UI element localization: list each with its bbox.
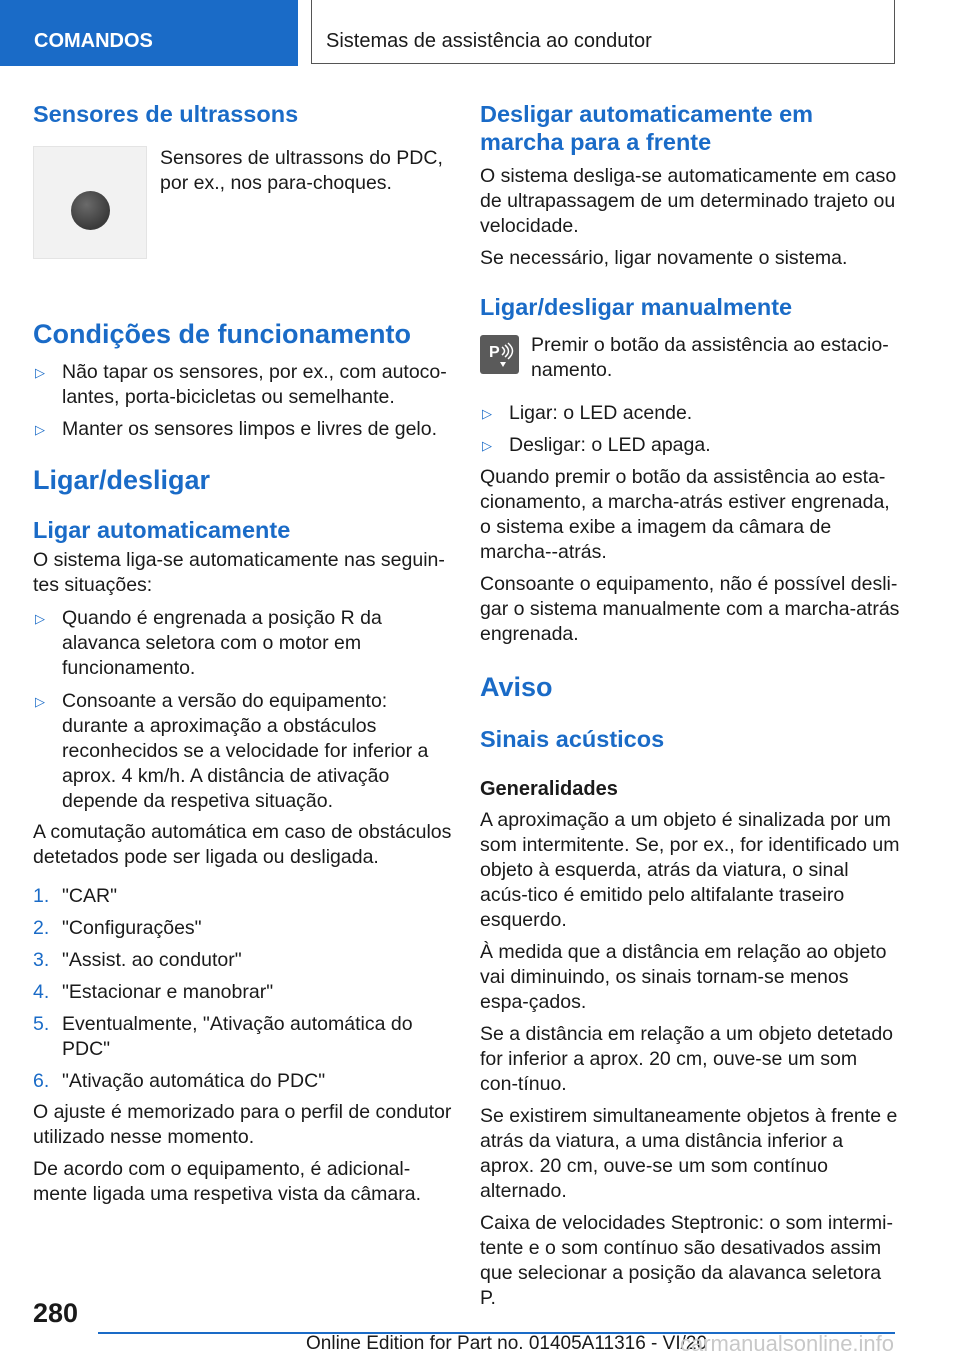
parking-assist-button-icon — [480, 335, 519, 374]
heading-acoustic: Sinais acústicos — [480, 726, 665, 752]
auto-off-paragraph: O sistema desliga-se automaticamente em caso de ultrapassagem de um determinado trajeto ou velocidade. — [480, 165, 897, 237]
list-item: ▷ Manter os sensores limpos e livres de gelo. — [35, 418, 438, 440]
step-item: 5. Eventualmente, "Ativação automática do PDC" — [33, 1013, 413, 1060]
step-item: 3. "Assist. ao condutor" — [33, 949, 242, 971]
step-item: 2. "Configurações" — [33, 917, 202, 939]
pdc-button-row — [480, 335, 900, 401]
triangle-marker-icon: ▷ — [35, 694, 45, 709]
auto-intro: O sistema liga-se automaticamente nas seguin-tes situações: — [33, 549, 445, 596]
auto-list — [33, 606, 453, 814]
heading-auto-off: Desligar automaticamente em marcha para a frente — [480, 101, 814, 155]
acoustic-paragraph: A aproximação a um objeto é sinalizada por um som intermitente. Se, por ex., for identificado um objeto à esquerda, atrás da viatura, o sinal acús-tico é emitido pelo altifalante traseiro esquerdo. — [480, 809, 900, 931]
section-tab: COMANDOS — [0, 0, 298, 66]
watermark: carmanualsonline.info — [680, 1331, 895, 1356]
page-header — [0, 0, 960, 66]
acoustic-paragraph: Caixa de velocidades Steptronic: o som intermi-tente e o som contínuo são desativados assim que selecionar a posição da alavanca seletora P. — [480, 1212, 893, 1309]
heading-auto-on: Ligar automaticamente — [33, 517, 291, 543]
sensor-image — [33, 146, 147, 259]
triangle-marker-icon: ▷ — [35, 365, 45, 380]
page-number: 280 — [33, 1298, 79, 1328]
triangle-marker-icon: ▷ — [35, 611, 45, 626]
auto-off-note: Se necessário, ligar novamente o sistema. — [480, 247, 848, 269]
list-item: ▷ Desligar: o LED apaga. — [482, 434, 711, 456]
step-item: 1. "CAR" — [33, 885, 118, 907]
heading-general: Generalidades — [480, 778, 618, 800]
triangle-marker-icon: ▷ — [482, 406, 492, 421]
triangle-marker-icon: ▷ — [482, 438, 492, 453]
heading-onoff: Ligar/desligar — [33, 465, 211, 495]
sensor-caption: Sensores de ultrassons do PDC, por ex., nos para-choques. — [160, 147, 443, 194]
manual-paragraph-2: Consoante o equipamento, não é possível desli-gar o sistema manualmente com a marcha-atrás engrenada. — [480, 573, 900, 645]
list-item: ▷ Não tapar os sensores, por ex., com autoco-lantes, porta-bicicletas ou semelhante. — [35, 361, 447, 408]
heading-warning: Aviso — [480, 672, 553, 702]
acoustic-paragraph: À medida que a distância em relação ao objeto vai diminuindo, os sinais tornam-se menos espa-çados. — [480, 941, 887, 1013]
svg-text:P: P — [489, 344, 500, 361]
step-item: 4. "Estacionar e manobrar" — [33, 981, 274, 1003]
acoustic-paragraph: Se a distância em relação a um objeto detetado for inferior a aprox. 20 cm, ouve-se um som con-tínuo. — [480, 1023, 894, 1095]
list-item: ▷ Quando é engrenada a posição R da alavanca seletora com o motor em funcionamento. — [35, 607, 382, 679]
memo-paragraph: O ajuste é memorizado para o perfil de condutor utilizado nesse momento. — [33, 1101, 452, 1148]
list-item: ▷ Consoante a versão do equipamento: durante a aproximação a obstáculos reconhecidos se a velocidade for inferior a aprox. 4 km/h. A distância de ativação depende da respetiva situação. — [35, 690, 429, 812]
sensor-figure-row — [33, 128, 453, 288]
manual-paragraph-1: Quando premir o botão da assistência ao esta-cionamento, a marcha-atrás estiver engrenada, o sistema exibe a imagem da câmara de marcha--atrás. — [480, 466, 890, 563]
sensor-icon — [71, 191, 110, 230]
step-item: 6. "Ativação automática do PDC" — [33, 1070, 326, 1092]
conditions-list — [33, 360, 453, 442]
list-item: ▷ Ligar: o LED acende. — [482, 402, 693, 424]
footer-edition: Online Edition for Part no. 01405A11316 - VI/20 — [306, 1333, 708, 1354]
left-column — [33, 100, 453, 1207]
heading-manual: Ligar/desligar manualmente — [480, 294, 793, 320]
pdc-button-caption: Premir o botão da assistência ao estacio-namento. — [531, 334, 889, 381]
triangle-marker-icon: ▷ — [35, 422, 45, 437]
manual-list — [480, 401, 900, 458]
camera-paragraph: De acordo com o equipamento, é adicional-mente ligada uma respetiva vista da câmara. — [33, 1158, 422, 1205]
auto-paragraph: A comutação automática em caso de obstáculos detetados pode ser ligada ou desligada. — [33, 821, 452, 868]
heading-conditions: Condições de funcionamento — [33, 319, 412, 349]
right-column — [480, 100, 900, 1311]
heading-sensors: Sensores de ultrassons — [33, 101, 299, 127]
steps-list — [33, 884, 453, 1094]
chapter-title: Sistemas de assistência ao condutor — [311, 0, 895, 64]
acoustic-paragraph: Se existirem simultaneamente objetos à frente e atrás da viatura, a uma distância inferior a aprox. 20 cm, ouve-se um som contínuo alternado. — [480, 1105, 898, 1202]
